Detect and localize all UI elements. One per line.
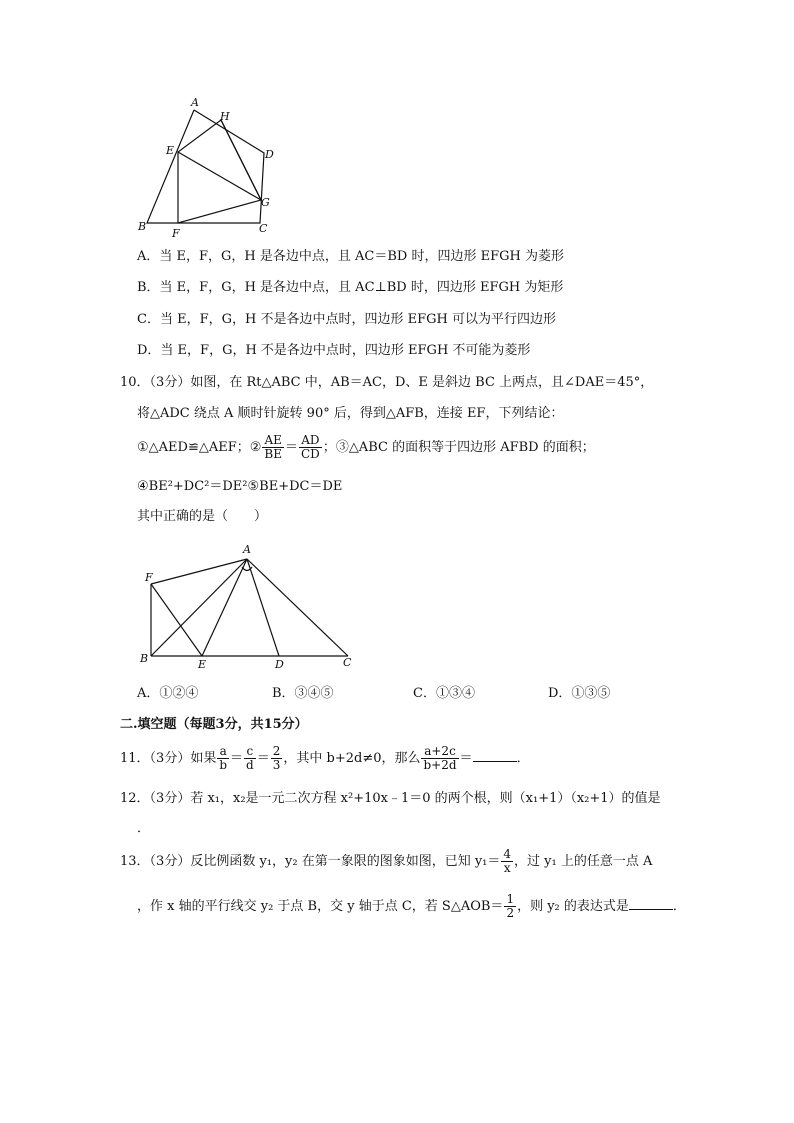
- equals-sign: ＝: [284, 440, 298, 455]
- q10-option-c: C．①③④: [413, 686, 475, 701]
- fraction-numerator: a+2c: [421, 745, 458, 759]
- q10-fraction-ae-be: [262, 434, 284, 461]
- quadrilateral-abcd: [147, 110, 264, 223]
- fraction-2-3: [271, 745, 283, 772]
- fraction-denominator: BE: [264, 447, 282, 461]
- fraction-denominator: CD: [301, 447, 320, 461]
- q13-line2: [137, 891, 686, 923]
- fraction-numerator: a: [217, 745, 229, 759]
- q10-conclusions: [137, 432, 595, 464]
- fraction-a-b: [217, 745, 229, 772]
- answer-blank[interactable]: [473, 749, 517, 762]
- q9-option-b: B．当 E，F，G，H 是各边中点，且 AC⊥BD 时，四边形 EFGH 为矩形: [137, 280, 564, 295]
- segment-fa: [151, 559, 247, 584]
- fraction-denominator: d: [246, 758, 254, 772]
- segment-ae: [202, 559, 247, 656]
- q11-end: ．: [516, 751, 530, 766]
- fraction-expression: [421, 745, 458, 772]
- q13-prefix: 13．（3分）反比例函数 y₁，y₂ 在第一象限的图象如图，已知 y₁＝: [120, 854, 501, 869]
- answer-blank[interactable]: [629, 897, 673, 910]
- fraction-1-2: [504, 893, 516, 920]
- fraction-numerator: c: [244, 745, 256, 759]
- equals-sign: ＝: [256, 751, 270, 766]
- label-g: G: [261, 196, 270, 209]
- q10-fraction-ad-cd: [299, 434, 322, 461]
- label-f: F: [172, 227, 180, 240]
- fraction-denominator: x: [503, 861, 511, 875]
- label-c: C: [259, 222, 268, 235]
- q10-line2: 将△ADC 绕点 A 顺时针旋转 90° 后，得到△AFB，连接 EF，下列结论：: [137, 406, 564, 421]
- label-e: E: [198, 658, 207, 671]
- q11-mid: ，其中 b+2d≠0，那么: [283, 751, 421, 766]
- q11-prefix: 11．（3分）如果: [120, 751, 217, 766]
- q9-option-d: D．当 E，F，G，H 不是各边中点时，四边形 EFGH 不可能为菱形: [137, 343, 531, 358]
- q12-line1: 12．（3分）若 x₁，x₂是一元二次方程 x²+10x﹣1＝0 的两个根，则（x₁+1）（x₂+1）的值是: [120, 791, 661, 806]
- q13-end: ．: [672, 899, 686, 914]
- fraction-numerator: AD: [299, 434, 322, 448]
- q10-c1: ①△AED≌△AEF；②: [137, 440, 262, 455]
- equals-sign: ＝: [230, 751, 244, 766]
- fraction-denominator: 3: [272, 758, 281, 772]
- q10-option-a: A．①②④: [137, 686, 199, 701]
- section-title: 二.填空题（每题3分，共15分）: [120, 717, 308, 732]
- label-c: C: [343, 656, 352, 669]
- label-d: D: [275, 658, 284, 671]
- fraction-c-d: [244, 745, 256, 772]
- figure-triangle: [138, 540, 363, 675]
- segment-fe: [151, 584, 202, 656]
- figure-quadrilateral: [130, 90, 290, 240]
- q9-option-c: C．当 E，F，G，H 不是各边中点时，四边形 EFGH 可以为平行四边形: [137, 312, 556, 327]
- q9-option-a: A．当 E，F，G，H 是各边中点，且 AC＝BD 时，四边形 EFGH 为菱形: [137, 249, 564, 264]
- q10-option-d: D．①③⑤: [548, 686, 611, 701]
- label-e: E: [166, 144, 175, 157]
- label-a: A: [243, 543, 251, 556]
- equals-sign: ＝: [459, 751, 473, 766]
- segment-ab: [151, 559, 247, 656]
- q13-line2a: ，作 x 轴的平行线交 y₂ 于点 B，交 y 轴于点 C，若 S△AOB＝: [137, 899, 504, 914]
- label-d: D: [265, 148, 274, 161]
- q10-option-b: B．③④⑤: [272, 686, 334, 701]
- fraction-denominator: b: [219, 758, 228, 772]
- q12-line2: ．: [137, 821, 151, 836]
- q13-line2b: ，则 y₂ 的表达式是: [517, 899, 629, 914]
- fraction-numerator: 2: [272, 744, 281, 758]
- label-f: F: [145, 571, 153, 584]
- q13-tail: ，过 y₁ 上的任意一点 A: [514, 854, 653, 869]
- label-h: H: [220, 110, 230, 123]
- fraction-numerator: AE: [262, 434, 284, 448]
- label-a: A: [191, 96, 199, 109]
- fraction-numerator: 1: [506, 892, 515, 906]
- fraction-denominator: 2: [506, 906, 515, 920]
- q10-line5: 其中正确的是（ ）: [137, 509, 268, 524]
- fraction-numerator: 4: [503, 847, 512, 861]
- fraction-4-x: [501, 848, 513, 875]
- q11: [120, 743, 530, 775]
- segment-ac: [247, 559, 348, 656]
- fraction-denominator: b+2d: [423, 758, 457, 772]
- q13-line1: [120, 846, 652, 878]
- label-b: B: [138, 220, 147, 233]
- q10-c1-tail: ；③△ABC 的面积等于四边形 AFBD 的面积；: [322, 440, 595, 455]
- quadrilateral-efgh: [178, 120, 261, 223]
- q10-line1: 10．（3分）如图，在 Rt△ABC 中，AB＝AC，D、E 是斜边 BC 上两点，且∠DAE＝45°，: [120, 375, 654, 390]
- q10-line4: ④BE²+DC²＝DE²⑤BE+DC＝DE: [137, 479, 343, 494]
- label-b: B: [140, 652, 149, 665]
